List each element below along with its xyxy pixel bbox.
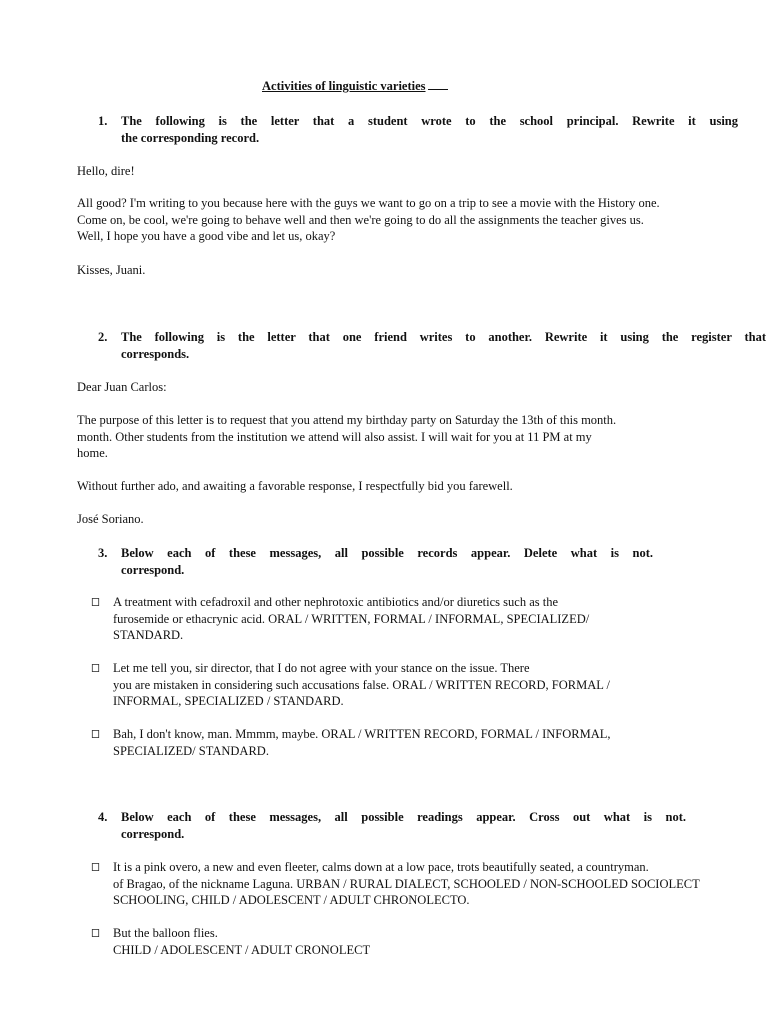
bullet-box-icon — [92, 598, 99, 606]
question-line: corresponds. — [121, 346, 190, 361]
bullet-box-icon — [92, 929, 99, 937]
question-line: The following is the letter that a student wrote to the school principal. Rewrite it using — [121, 114, 738, 128]
bullet-box-icon — [92, 863, 99, 871]
question-line: Below each of these messages, all possible records appear. Delete what is not. — [121, 546, 653, 560]
letter-line: Come on, be cool, we're going to behave well and then we're going to do all the assignments the teacher gives us. — [77, 212, 644, 227]
letter-2-greeting: Dear Juan Carlos: — [77, 380, 167, 394]
bullet-box-icon — [92, 730, 99, 738]
page-title: Activities of linguistic varieties — [262, 79, 448, 94]
question-line: correspond. — [121, 562, 185, 577]
letter-line: home. — [77, 446, 108, 460]
question-line: Below each of these messages, all possible readings appear. Cross out what is not. — [121, 810, 686, 824]
letter-1-closing: Kisses, Juani. — [77, 263, 146, 277]
letter-line: The purpose of this letter is to request that you attend my birthday party on Saturday the 13th of this month. — [77, 413, 617, 427]
question-4 — [98, 809, 686, 842]
letter-2-closing: José Soriano. — [77, 512, 144, 526]
question-3 — [98, 545, 653, 578]
question-line: The following is the letter that one friend writes to another. Rewrite it using the register that — [121, 330, 766, 344]
list-item: A treatment with cefadroxil and other nephrotoxic antibiotics and/or diuretics such as the furosemide or ethacrynic acid. ORAL / WRITTEN, FORMAL / INFORMAL, SPECIALIZED/ STANDARD. — [113, 595, 590, 642]
question-line: the corresponding record. — [121, 130, 260, 145]
question-2 — [98, 329, 766, 362]
question-1 — [98, 113, 738, 146]
letter-2-farewell: Without further ado, and awaiting a favorable response, I respectfully bid you farewell. — [77, 479, 513, 493]
list-item: Let me tell you, sir director, that I do not agree with your stance on the issue. There you are mistaken in considering such accusations false. ORAL / WRITTEN RECORD, FORMAL / INFORMAL, SPECIALIZED / STANDARD. — [113, 661, 611, 708]
letter-line: Well, I hope you have a good vibe and let us, okay? — [77, 229, 336, 243]
letter-line: All good? I'm writing to you because here with the guys we want to go on a trip to see a movie with the History one. — [77, 196, 660, 210]
list-item: But the balloon flies. CHILD / ADOLESCENT / ADULT CRONOLECT — [113, 926, 371, 957]
title-underline-tail — [428, 79, 448, 90]
question-line: correspond. — [121, 826, 185, 841]
letter-2-body — [77, 412, 616, 462]
letter-line: month. Other students from the institution we attend will also assist. I will wait for you at 11 PM at my — [77, 429, 592, 444]
letter-1-body — [77, 195, 660, 245]
list-item: It is a pink overo, a new and even fleeter, calms down at a low pace, trots beautifully seated, a countryman. of Bragao, of the nickname Laguna. URBAN / RURAL DIALECT, SCHOOLED / NON-SCHOOLED SOCIOLECT SCHOOLING, CHILD / ADOLESCENT / ADULT CHRONOLECTO. — [113, 860, 700, 907]
letter-1-greeting: Hello, dire! — [77, 164, 135, 178]
question-number: 3. — [98, 546, 108, 560]
bullet-box-icon — [92, 664, 99, 672]
list-item: Bah, I don't know, man. Mmmm, maybe. ORAL / WRITTEN RECORD, FORMAL / INFORMAL, SPECIALIZED/ STANDARD. — [113, 727, 611, 758]
question-number: 4. — [98, 810, 108, 824]
question-number: 1. — [98, 114, 108, 128]
question-number: 2. — [98, 330, 108, 344]
